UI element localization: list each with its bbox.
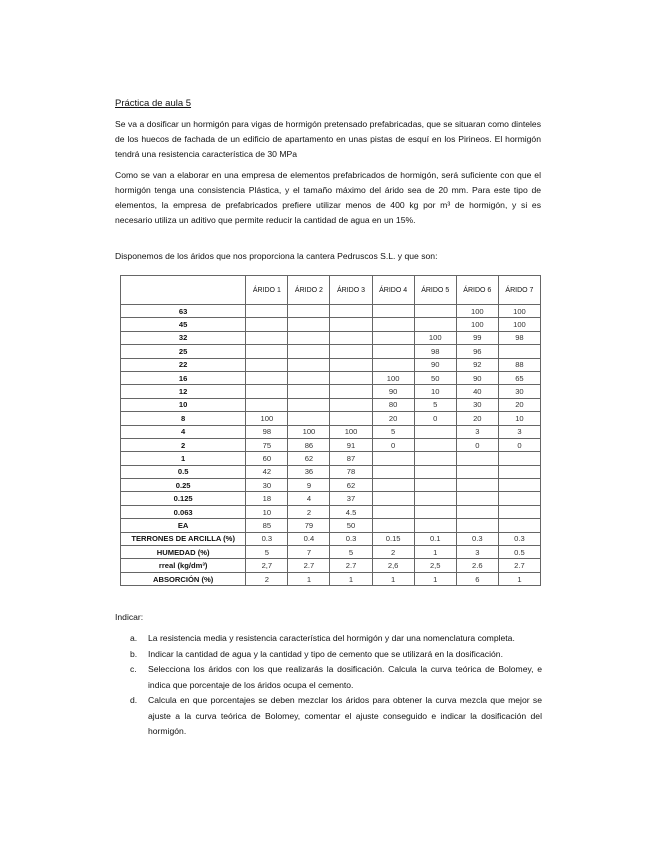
task-text: Calcula en que porcentajes se deben mezclar los áridos para obtener la curva mezcla que mejor se ajuste a la curva teórica de Bolomey, comentar el ajuste conseguido e indicar la dosificación del hormigón. [148,695,542,736]
value-cell [246,305,288,318]
table-row [121,318,541,331]
row-label-cell: 8 [121,412,246,425]
value-cell: 0.15 [372,532,414,545]
row-label-cell: 0.25 [121,479,246,492]
value-cell: 36 [288,465,330,478]
value-cell: 2,6 [372,559,414,572]
table-row [121,532,541,545]
value-cell: 91 [330,438,372,451]
row-label-cell: 16 [121,371,246,384]
table-row [121,479,541,492]
value-cell: 2.7 [288,559,330,572]
row-label-cell: 0.063 [121,505,246,518]
value-cell: 10 [414,385,456,398]
table-row [121,398,541,411]
task-item [130,693,542,739]
value-cell: 42 [246,465,288,478]
value-cell: 9 [288,479,330,492]
value-cell: 80 [372,398,414,411]
value-cell [414,479,456,492]
value-cell [414,505,456,518]
value-cell: 4.5 [330,505,372,518]
task-text: Selecciona los áridos con los que realizarás la dosificación. Calcula la curva teórica de Bolomey, e indica que porcentaje de los áridos ocupa el cemento. [148,664,542,690]
value-cell [372,479,414,492]
table-row [121,345,541,358]
conditions-paragraph: Como se van a elaborar en una empresa de elementos prefabricados de hormigón, será suficiente con que el hormigón tenga una consistencia Plástica, y el tamaño máximo del árido sea de 20 mm. Para este tipo de elementos, la empresa de prefabricados prefiere utilizar menos de 400 kg por m³ de hormigón, y si es necesario utiliza un aditivo que permite reducir la cantidad de agua en un 15%. [115,170,541,225]
value-cell: 0.4 [288,532,330,545]
header-cell: ÁRIDO 3 [330,276,372,305]
value-cell [288,345,330,358]
value-cell [288,385,330,398]
value-cell: 100 [456,318,498,331]
value-cell: 90 [456,371,498,384]
value-cell: 0 [372,438,414,451]
task-list [130,631,542,739]
value-cell [288,318,330,331]
value-cell [246,371,288,384]
value-cell: 1 [414,546,456,559]
task-marker: b. [130,648,138,659]
value-cell: 85 [246,519,288,532]
value-cell [414,305,456,318]
value-cell [288,398,330,411]
indicar-label: Indicar: [115,612,144,622]
value-cell: 96 [456,345,498,358]
table-row [121,331,541,344]
value-cell: 78 [330,465,372,478]
value-cell [330,305,372,318]
value-cell: 5 [246,546,288,559]
table-row [121,358,541,371]
value-cell: 5 [372,425,414,438]
aggregates-intro: Disponemos de los áridos que nos proporciona la cantera Pedruscos S.L. y que son: [115,251,438,261]
table-row [121,385,541,398]
table-row [121,371,541,384]
value-cell [288,412,330,425]
table-row [121,492,541,505]
value-cell: 65 [498,371,540,384]
value-cell [330,318,372,331]
value-cell: 0.1 [414,532,456,545]
value-cell: 3 [498,425,540,438]
value-cell: 2.7 [330,559,372,572]
row-label-cell: 10 [121,398,246,411]
task-item [130,647,542,662]
value-cell [246,385,288,398]
row-label-cell: 32 [121,331,246,344]
value-cell: 2 [246,572,288,585]
value-cell: 1 [414,572,456,585]
value-cell [414,465,456,478]
row-label-cell: 1 [121,452,246,465]
task-marker: d. [130,695,138,706]
row-label-cell: 12 [121,385,246,398]
value-cell: 30 [498,385,540,398]
value-cell [456,479,498,492]
header-cell: ÁRIDO 5 [414,276,456,305]
table-row [121,438,541,451]
intro-paragraph: Se va a dosificar un hormigón para vigas de hormigón pretensado prefabricadas, que se situaran como dinteles de los huecos de fachada de un edificio de apartamento en unas pistas de esquí en los Pirineos. El hormigón tendrá una resistencia característica de 30 MPa [115,119,541,159]
value-cell: 50 [330,519,372,532]
row-label-cell: 25 [121,345,246,358]
table-header-row [121,276,541,305]
page-title: Práctica de aula 5 [115,98,192,109]
value-cell [498,465,540,478]
row-label-cell: 0.5 [121,465,246,478]
value-cell [372,358,414,371]
value-cell: 1 [498,572,540,585]
row-label-cell: HUMEDAD (%) [121,546,246,559]
value-cell [414,318,456,331]
header-cell: ÁRIDO 1 [246,276,288,305]
value-cell: 0 [414,412,456,425]
aggregates-table [120,275,541,586]
value-cell: 100 [498,318,540,331]
row-label-cell: rreal (kg/dm³) [121,559,246,572]
value-cell [246,398,288,411]
value-cell [498,505,540,518]
value-cell: 2,7 [246,559,288,572]
value-cell: 100 [330,425,372,438]
table-row [121,519,541,532]
value-cell [330,358,372,371]
header-cell: ÁRIDO 7 [498,276,540,305]
value-cell: 6 [456,572,498,585]
value-cell [414,425,456,438]
value-cell: 1 [288,572,330,585]
value-cell [246,318,288,331]
value-cell: 2.6 [456,559,498,572]
table-row [121,425,541,438]
task-marker: c. [130,664,137,675]
value-cell [288,331,330,344]
value-cell [498,452,540,465]
value-cell [456,505,498,518]
value-cell: 3 [456,425,498,438]
value-cell [456,519,498,532]
value-cell [456,465,498,478]
value-cell: 30 [246,479,288,492]
value-cell [372,318,414,331]
value-cell: 20 [456,412,498,425]
row-label-cell: ABSORCIÓN (%) [121,572,246,585]
task-item [130,662,542,692]
value-cell [330,398,372,411]
value-cell: 50 [414,371,456,384]
value-cell: 2.7 [498,559,540,572]
header-cell: ÁRIDO 2 [288,276,330,305]
table-row [121,559,541,572]
value-cell [498,345,540,358]
value-cell: 100 [414,331,456,344]
value-cell [288,358,330,371]
value-cell [372,519,414,532]
value-cell: 100 [372,371,414,384]
value-cell [372,492,414,505]
value-cell: 20 [498,398,540,411]
value-cell: 10 [246,505,288,518]
value-cell: 79 [288,519,330,532]
value-cell: 0 [498,438,540,451]
table-row [121,546,541,559]
header-cell [121,276,246,305]
value-cell: 88 [498,358,540,371]
table-row [121,305,541,318]
value-cell: 92 [456,358,498,371]
value-cell: 100 [288,425,330,438]
value-cell [372,331,414,344]
value-cell: 3 [456,546,498,559]
value-cell [330,371,372,384]
value-cell [372,505,414,518]
value-cell: 90 [372,385,414,398]
value-cell: 100 [456,305,498,318]
value-cell: 0.5 [498,546,540,559]
value-cell [330,385,372,398]
value-cell: 0.3 [246,532,288,545]
value-cell: 1 [330,572,372,585]
value-cell: 0.3 [330,532,372,545]
value-cell [372,305,414,318]
table-row [121,465,541,478]
value-cell [498,519,540,532]
row-label-cell: EA [121,519,246,532]
value-cell: 62 [330,479,372,492]
value-cell [414,438,456,451]
row-label-cell: 22 [121,358,246,371]
task-text: La resistencia media y resistencia característica del hormigón y dar una nomenclatura completa. [148,633,515,643]
value-cell: 30 [456,398,498,411]
value-cell [372,465,414,478]
value-cell [414,452,456,465]
task-marker: a. [130,633,138,643]
value-cell [372,345,414,358]
value-cell: 0.3 [456,532,498,545]
value-cell: 98 [498,331,540,344]
value-cell [456,492,498,505]
row-label-cell: 0.125 [121,492,246,505]
value-cell [246,345,288,358]
value-cell: 5 [414,398,456,411]
header-cell: ÁRIDO 6 [456,276,498,305]
value-cell: 0.3 [498,532,540,545]
task-item [130,631,542,646]
value-cell [456,452,498,465]
value-cell [288,371,330,384]
value-cell: 98 [246,425,288,438]
row-label-cell: 2 [121,438,246,451]
value-cell: 100 [498,305,540,318]
value-cell [330,331,372,344]
table-row [121,572,541,585]
value-cell: 98 [414,345,456,358]
value-cell: 60 [246,452,288,465]
value-cell [372,452,414,465]
table-row [121,505,541,518]
value-cell: 2 [372,546,414,559]
row-label-cell: 4 [121,425,246,438]
value-cell: 2,5 [414,559,456,572]
value-cell: 0 [456,438,498,451]
value-cell [330,412,372,425]
value-cell: 75 [246,438,288,451]
value-cell: 4 [288,492,330,505]
value-cell [246,331,288,344]
value-cell [498,479,540,492]
row-label-cell: TERRONES DE ARCILLA (%) [121,532,246,545]
header-cell: ÁRIDO 4 [372,276,414,305]
table-body [121,305,541,586]
value-cell: 7 [288,546,330,559]
value-cell: 86 [288,438,330,451]
value-cell: 37 [330,492,372,505]
row-label-cell: 63 [121,305,246,318]
value-cell: 5 [330,546,372,559]
value-cell: 18 [246,492,288,505]
value-cell [414,519,456,532]
value-cell: 90 [414,358,456,371]
task-text: Indicar la cantidad de agua y la cantidad y tipo de cemento que se utilizará en la dosificación. [148,648,503,659]
table-row [121,452,541,465]
value-cell [498,492,540,505]
value-cell: 100 [246,412,288,425]
table-row [121,412,541,425]
value-cell [246,358,288,371]
value-cell: 20 [372,412,414,425]
value-cell: 87 [330,452,372,465]
value-cell [330,345,372,358]
row-label-cell: 45 [121,318,246,331]
value-cell [414,492,456,505]
value-cell: 2 [288,505,330,518]
value-cell: 10 [498,412,540,425]
value-cell [288,305,330,318]
value-cell: 99 [456,331,498,344]
value-cell: 40 [456,385,498,398]
value-cell: 1 [372,572,414,585]
value-cell: 62 [288,452,330,465]
